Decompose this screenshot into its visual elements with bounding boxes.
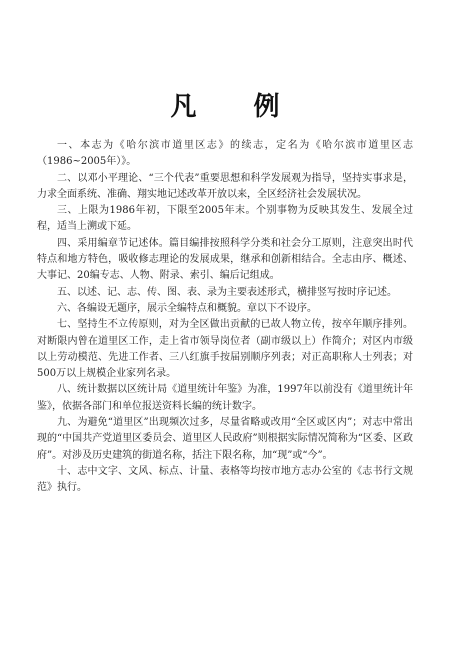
paragraph-5: 五、以述、记、志、传、图、表、录为主要表述形式，横排竖写按时序记述。	[57, 286, 397, 298]
paragraph-8: 八、统计数据以区统计局《道里统计年鉴》为准，1997年以前没有《道里统计年鉴》，依据各部门和单位报送资料长编的统计数字。	[37, 384, 413, 412]
paragraph-6: 六、各编设无题序，展示全编特点和概貌。章以下不设序。	[57, 302, 317, 314]
paragraph-10: 十、志中文字、文风、标点、计量、表格等均按市地方志办公室的《志书行文规范》执行。	[37, 465, 413, 494]
paragraph-1: 一、本志为《哈尔滨市道里区志》的续志，定名为《哈尔滨市道里区志（1986~2005年）》。	[37, 140, 413, 168]
paragraph-2: 二、以邓小平理论、“三个代表”重要思想和科学发展观为指导，坚持实事求是，力求全面系统、准确、翔实地记述改革开放以来，全区经济社会发展状况。	[37, 172, 413, 200]
paragraph-9: 九、为避免“道里区”出现频次过多，尽量省略或改用“全区或区内”；对志中常出现的“中国共产党道里区委员会、道里区人民政府”则根据实际情况简称为“区委、区政府”。对涉及历史建筑的街道名称，括注下限名称，加“现”或“今”。	[37, 417, 413, 461]
paragraph-3: 三、上限为1986年初，下限至2005年末。个别事物为反映其发生、发展全过程，适当上溯或下延。	[37, 205, 413, 233]
paragraph-7: 七、坚持生不立传原则，对为全区做出贡献的已故人物立传，按卒年顺序排列。对断限内曾在道里区工作，走上省市领导岗位者（副市级以上）作简介；对区内市级以上劳动模范、先进工作者、三八红旗手按届别顺序列表；对正高职称人士列表；对500万以上规模企业家列名录。	[37, 319, 413, 380]
page-title: 凡 例	[170, 92, 304, 122]
document-body	[37, 138, 413, 497]
paragraph-4: 四、采用编章节记述体。篇目编排按照科学分类和社会分工原则，注意突出时代特点和地方特色，吸收修志理论的发展成果，继承和创新相结合。全志由序、概述、大事记、20编专志、人物、附录、索引、编后记组成。	[37, 237, 413, 282]
